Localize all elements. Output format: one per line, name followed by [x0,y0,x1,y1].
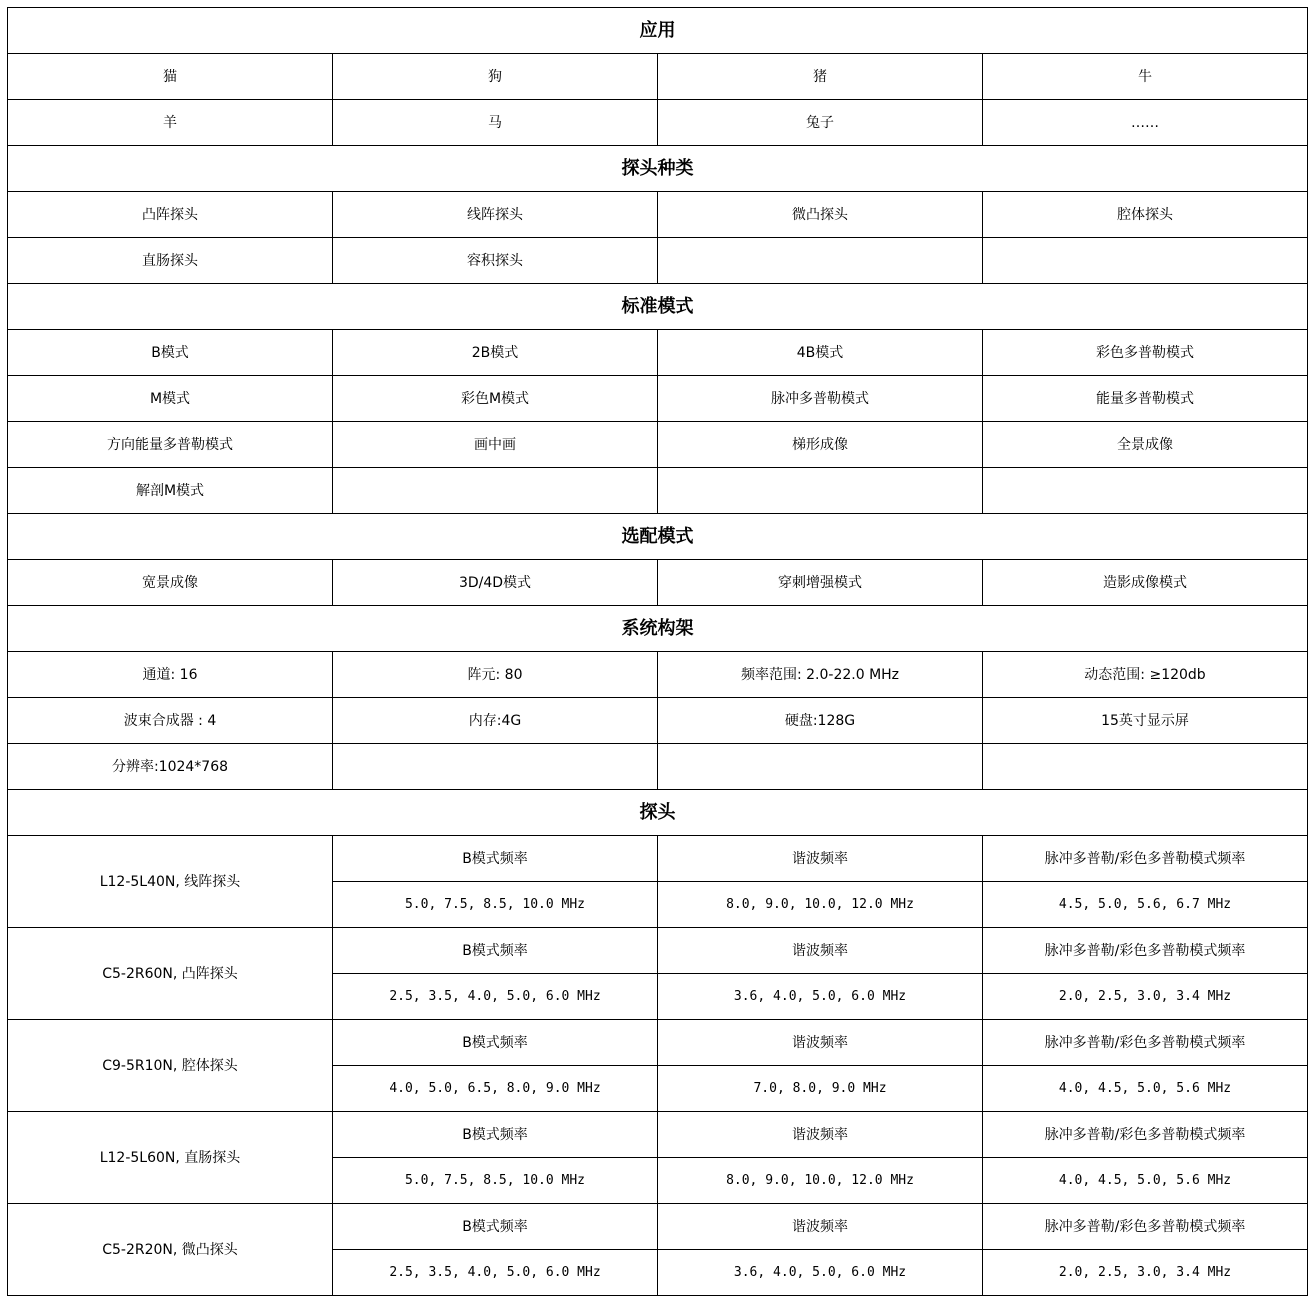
probe-label-cell: 谐波频率 [658,1020,983,1066]
probe-value-cell: 4.5, 5.0, 5.6, 6.7 MHz [983,882,1308,928]
table-row [8,468,1308,514]
table-cell: 牛 [983,54,1308,100]
probe-value-cell: 5.0, 7.5, 8.5, 10.0 MHz [333,882,658,928]
table-row [8,192,1308,238]
probe-name: C5-2R60N, 凸阵探头 [8,928,333,1020]
spec-table [7,7,1308,1296]
section-header-row [8,790,1308,836]
probe-value-cell: 5.0, 7.5, 8.5, 10.0 MHz [333,1158,658,1204]
table-row [8,330,1308,376]
probe-value-cell: 4.0, 5.0, 6.5, 8.0, 9.0 MHz [333,1066,658,1112]
table-cell: 2B模式 [333,330,658,376]
section-title-application: 应用 [8,8,1308,54]
table-cell: 彩色M模式 [333,376,658,422]
probe-value-cell: 2.5, 3.5, 4.0, 5.0, 6.0 MHz [333,1250,658,1296]
section-header-row [8,146,1308,192]
probe-value-cell: 7.0, 8.0, 9.0 MHz [658,1066,983,1112]
section-title-probes: 探头 [8,790,1308,836]
probe-label-row [8,1112,1308,1158]
probe-label-cell: 脉冲多普勒/彩色多普勒模式频率 [983,1112,1308,1158]
table-row [8,54,1308,100]
table-row [8,560,1308,606]
probe-label-cell: 谐波频率 [658,928,983,974]
table-cell [658,468,983,514]
table-row [8,238,1308,284]
table-cell: 能量多普勒模式 [983,376,1308,422]
table-cell [658,238,983,284]
section-header-row [8,8,1308,54]
probe-value-cell: 8.0, 9.0, 10.0, 12.0 MHz [658,882,983,928]
table-cell: 羊 [8,100,333,146]
section-header-row [8,514,1308,560]
table-cell: 兔子 [658,100,983,146]
table-cell: 梯形成像 [658,422,983,468]
probe-value-cell: 2.5, 3.5, 4.0, 5.0, 6.0 MHz [333,974,658,1020]
table-cell [983,468,1308,514]
table-cell: 造影成像模式 [983,560,1308,606]
probe-label-cell: 脉冲多普勒/彩色多普勒模式频率 [983,1204,1308,1250]
probe-label-cell: 脉冲多普勒/彩色多普勒模式频率 [983,836,1308,882]
table-cell: 15英寸显示屏 [983,698,1308,744]
table-cell: 波束合成器 : 4 [8,698,333,744]
table-cell: 分辨率:1024*768 [8,744,333,790]
table-cell: 通道: 16 [8,652,333,698]
table-cell: 内存:4G [333,698,658,744]
probe-label-row [8,836,1308,882]
section-header-row [8,606,1308,652]
table-cell: 直肠探头 [8,238,333,284]
table-row [8,698,1308,744]
table-cell: 频率范围: 2.0-22.0 MHz [658,652,983,698]
probe-label-cell: 脉冲多普勒/彩色多普勒模式频率 [983,928,1308,974]
probe-value-cell: 3.6, 4.0, 5.0, 6.0 MHz [658,974,983,1020]
table-cell: 彩色多普勒模式 [983,330,1308,376]
probe-label-cell: B模式频率 [333,1204,658,1250]
table-cell: 穿刺增强模式 [658,560,983,606]
probe-label-cell: 谐波频率 [658,1112,983,1158]
probe-value-cell: 2.0, 2.5, 3.0, 3.4 MHz [983,974,1308,1020]
table-row [8,100,1308,146]
table-cell [333,468,658,514]
probe-value-cell: 4.0, 4.5, 5.0, 5.6 MHz [983,1158,1308,1204]
table-cell: 猫 [8,54,333,100]
table-row [8,422,1308,468]
section-header-row [8,284,1308,330]
table-cell: 马 [333,100,658,146]
table-row [8,744,1308,790]
table-cell [983,238,1308,284]
table-cell: …… [983,100,1308,146]
table-cell: 线阵探头 [333,192,658,238]
table-cell: M模式 [8,376,333,422]
table-cell: 画中画 [333,422,658,468]
table-cell [333,744,658,790]
probe-value-cell: 8.0, 9.0, 10.0, 12.0 MHz [658,1158,983,1204]
table-cell: 解剖M模式 [8,468,333,514]
probe-label-cell: 脉冲多普勒/彩色多普勒模式频率 [983,1020,1308,1066]
probe-name: C9-5R10N, 腔体探头 [8,1020,333,1112]
table-cell: 方向能量多普勒模式 [8,422,333,468]
probe-value-cell: 4.0, 4.5, 5.0, 5.6 MHz [983,1066,1308,1112]
probe-name: C5-2R20N, 微凸探头 [8,1204,333,1296]
table-cell: 3D/4D模式 [333,560,658,606]
table-cell: 阵元: 80 [333,652,658,698]
table-cell: B模式 [8,330,333,376]
table-cell: 容积探头 [333,238,658,284]
probe-label-row [8,1204,1308,1250]
table-cell [983,744,1308,790]
probe-name: L12-5L40N, 线阵探头 [8,836,333,928]
table-cell: 动态范围: ≥120db [983,652,1308,698]
table-cell: 宽景成像 [8,560,333,606]
probe-label-cell: B模式频率 [333,1020,658,1066]
table-cell: 全景成像 [983,422,1308,468]
probe-name: L12-5L60N, 直肠探头 [8,1112,333,1204]
probe-label-cell: 谐波频率 [658,1204,983,1250]
table-cell: 猪 [658,54,983,100]
table-cell: 4B模式 [658,330,983,376]
probe-value-cell: 2.0, 2.5, 3.0, 3.4 MHz [983,1250,1308,1296]
table-row [8,652,1308,698]
table-cell [658,744,983,790]
table-row [8,376,1308,422]
table-cell: 脉冲多普勒模式 [658,376,983,422]
section-title-standard-modes: 标准模式 [8,284,1308,330]
table-cell: 硬盘:128G [658,698,983,744]
probe-label-cell: B模式频率 [333,836,658,882]
section-title-system: 系统构架 [8,606,1308,652]
table-cell: 凸阵探头 [8,192,333,238]
probe-label-cell: 谐波频率 [658,836,983,882]
section-title-optional-modes: 选配模式 [8,514,1308,560]
table-cell: 腔体探头 [983,192,1308,238]
table-cell: 狗 [333,54,658,100]
section-title-probe-types: 探头种类 [8,146,1308,192]
probe-label-cell: B模式频率 [333,1112,658,1158]
table-cell: 微凸探头 [658,192,983,238]
probe-value-cell: 3.6, 4.0, 5.0, 6.0 MHz [658,1250,983,1296]
probe-label-row [8,1020,1308,1066]
probe-label-row [8,928,1308,974]
probe-label-cell: B模式频率 [333,928,658,974]
